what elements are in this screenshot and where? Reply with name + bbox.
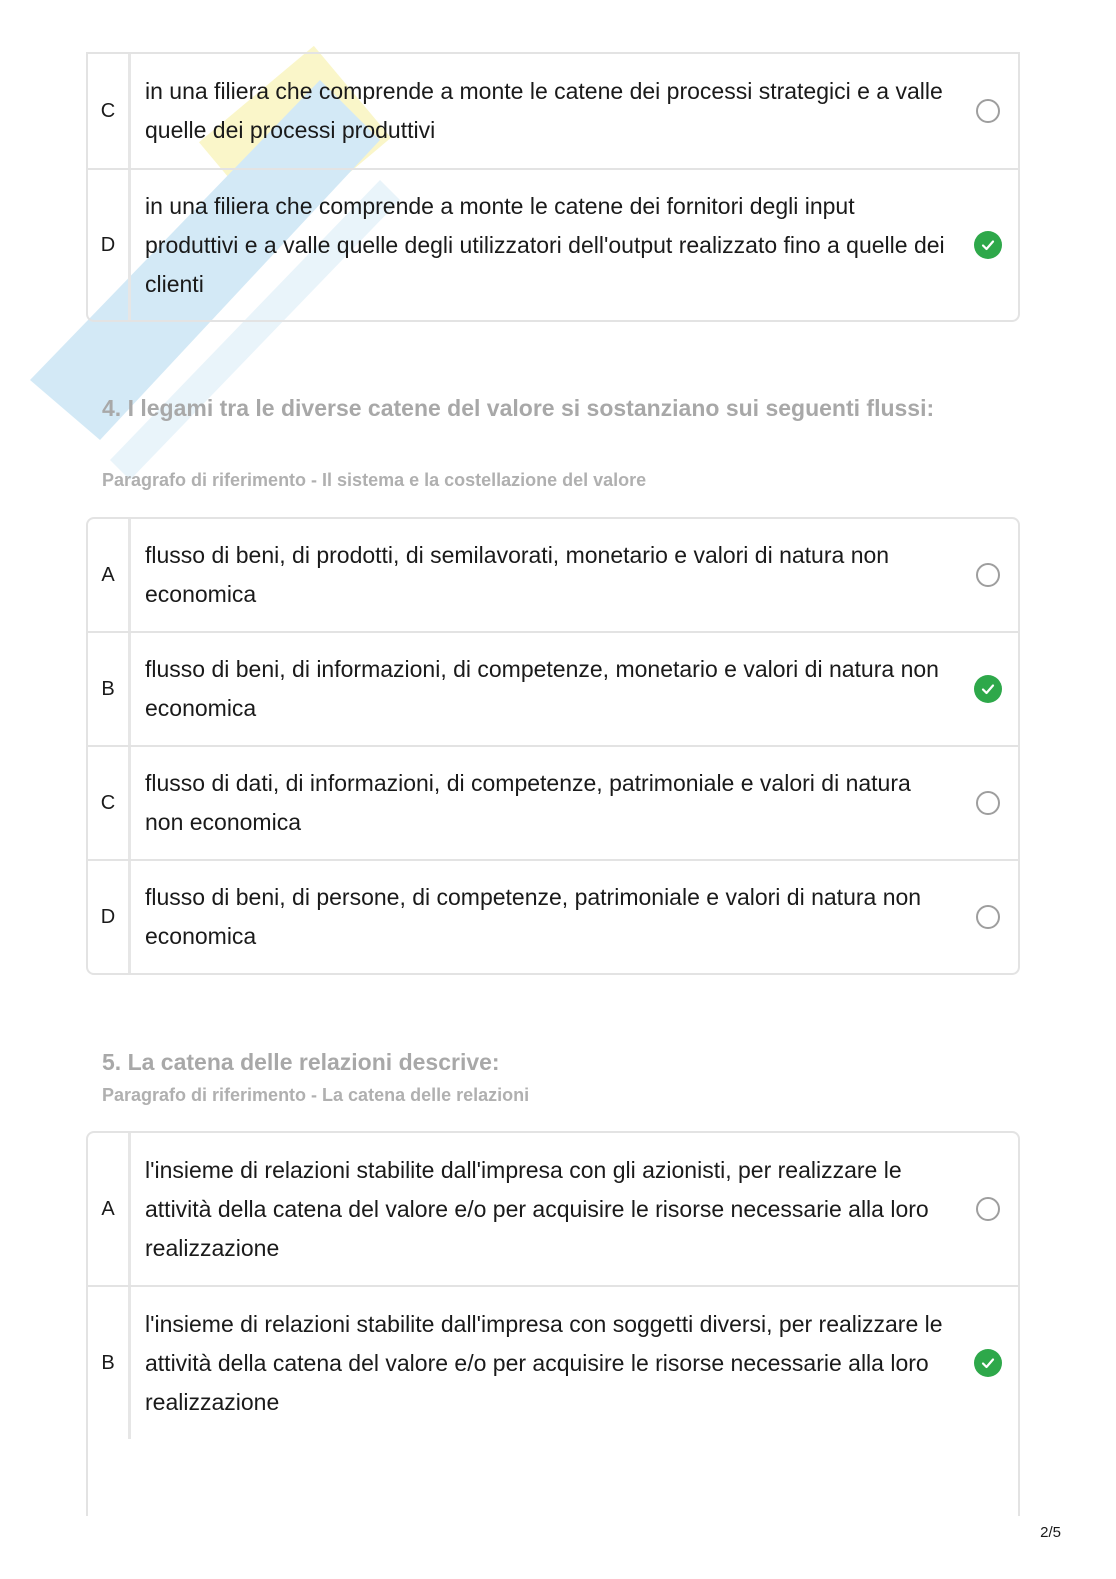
option-letter: C (88, 747, 131, 859)
option-row[interactable] (88, 1287, 1018, 1439)
check-correct-icon (974, 231, 1002, 259)
question-3-options (86, 52, 1020, 322)
radio-unselected-icon[interactable] (976, 791, 1000, 815)
option-row[interactable] (88, 861, 1018, 973)
question-4-options (86, 517, 1020, 975)
option-text: flusso di beni, di prodotti, di semilavorati, monetario e valori di natura non economica (145, 542, 890, 607)
question-5-reference: Paragrafo di riferimento - La catena delle relazioni (102, 1085, 530, 1105)
question-5-options (86, 1131, 1020, 1516)
radio-unselected-icon[interactable] (976, 1197, 1000, 1221)
option-text: flusso di beni, di informazioni, di competenze, monetario e valori di natura non economica (145, 656, 939, 721)
question-4-title: 4. I legami tra le diverse catene del valore si sostanziano sui seguenti flussi: (102, 395, 935, 421)
option-text: flusso di beni, di persone, di competenze, patrimoniale e valori di natura non economica (145, 884, 922, 949)
option-letter: D (88, 170, 131, 320)
question-4-reference: Paragrafo di riferimento - Il sistema e la costellazione del valore (102, 470, 647, 490)
page-number: 2/5 (1040, 1524, 1061, 1541)
option-row[interactable] (88, 633, 1018, 747)
radio-unselected-icon[interactable] (976, 99, 1000, 123)
option-row[interactable] (88, 747, 1018, 861)
radio-unselected-icon[interactable] (976, 905, 1000, 929)
option-row[interactable] (88, 54, 1018, 170)
option-letter: C (88, 54, 131, 168)
question-5-title: 5. La catena delle relazioni descrive: (102, 1049, 500, 1075)
option-row[interactable] (88, 1133, 1018, 1287)
check-correct-icon (974, 675, 1002, 703)
option-text: in una filiera che comprende a monte le catene dei fornitori degli input produttivi e a valle quelle degli utilizzatori dell'output realizzato fino a quelle dei clienti (145, 192, 945, 297)
option-text: in una filiera che comprende a monte le catene dei processi strategici e a valle quelle dei processi produttivi (145, 78, 943, 143)
option-letter: B (88, 1287, 131, 1439)
option-letter: B (88, 633, 131, 745)
option-letter: A (88, 1133, 131, 1285)
option-text: l'insieme di relazioni stabilite dall'impresa con gli azionisti, per realizzare le attività della catena del valore e/o per acquisire le risorse necessarie alla loro realizzazione (145, 1156, 929, 1261)
option-letter: D (88, 861, 131, 973)
option-letter: A (88, 519, 131, 631)
check-correct-icon (974, 1349, 1002, 1377)
option-row[interactable] (88, 519, 1018, 633)
radio-unselected-icon[interactable] (976, 563, 1000, 587)
option-row[interactable] (88, 170, 1018, 320)
option-text: flusso di dati, di informazioni, di competenze, patrimoniale e valori di natura non economica (145, 770, 911, 835)
option-text: l'insieme di relazioni stabilite dall'impresa con soggetti diversi, per realizzare le attività della catena del valore e/o per acquisire le risorse necessarie alla loro realizzazione (145, 1310, 943, 1415)
